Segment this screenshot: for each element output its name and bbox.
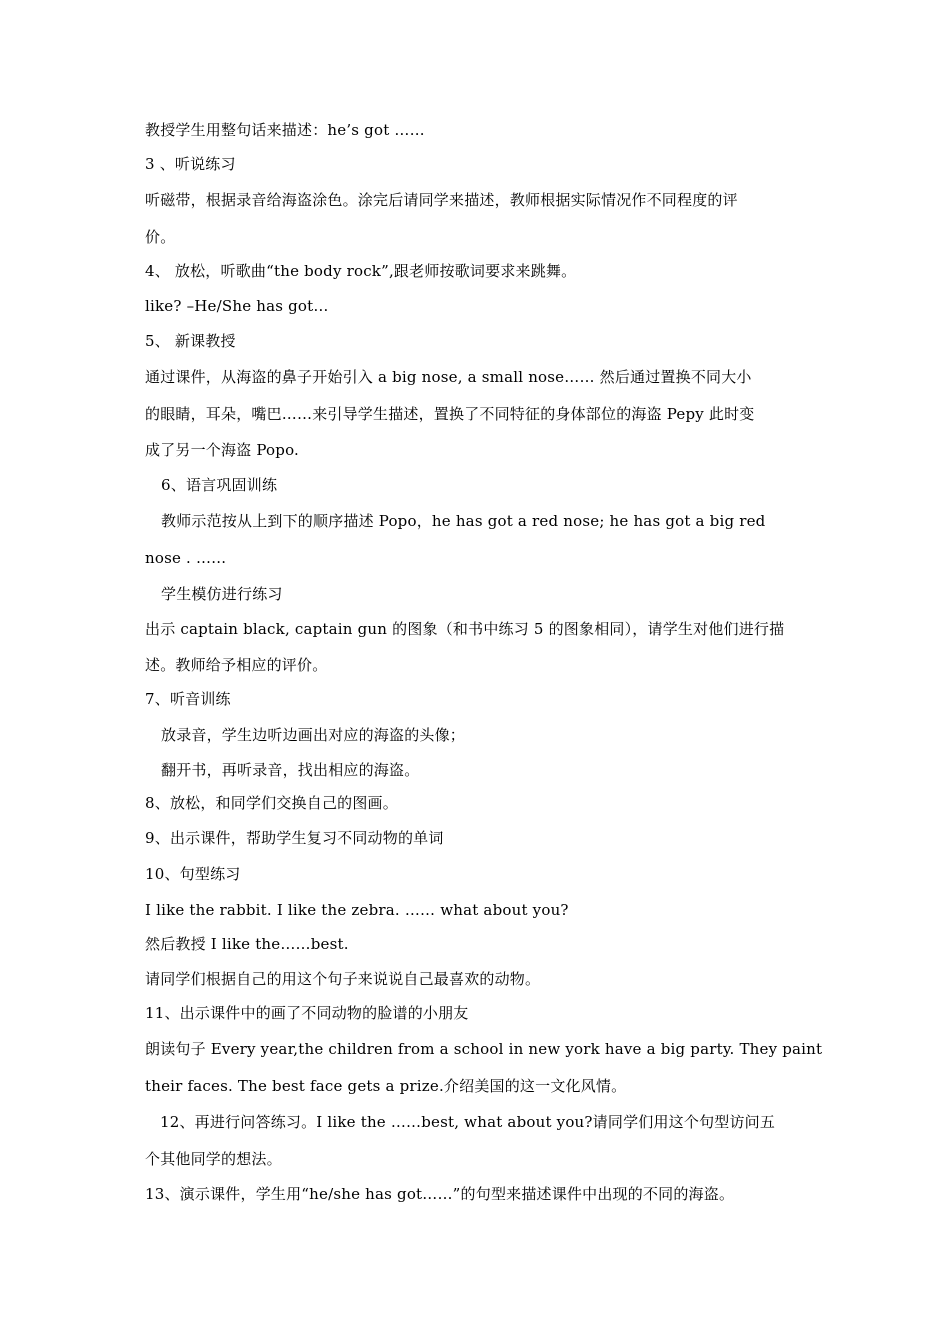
text-line-8: 通过课件，从海盗的鼻子开始引入 a big nose, a small nose…… 然后通过置换不同大小 bbox=[145, 368, 752, 386]
text-line-19: 翻开书，再听录音，找出相应的海盗。 bbox=[161, 761, 420, 779]
text-line-10: 成了另一个海盗 Popo. bbox=[145, 441, 300, 459]
text-line-3: 听磁带，根据录音给海盗涂色。涂完后请同学来描述，教师根据实际情况作不同程度的评 bbox=[145, 191, 738, 209]
section-heading-13: 13、演示课件，学生用“he/she has got……”的句型来描述课件中出现的不同的海盗。 bbox=[145, 1185, 735, 1203]
text-line-16: 述。教师给予相应的评价。 bbox=[145, 656, 328, 674]
text-line-4: 价。 bbox=[145, 228, 176, 246]
text-line-27: 朗读句子 Every year,the children from a school in new york have a big party. They paint bbox=[145, 1040, 823, 1058]
section-heading-3: 3 、听说练习 bbox=[145, 155, 236, 173]
text-line-28: their faces. The best face gets a prize.介绍美国的这一文化风情。 bbox=[145, 1077, 627, 1095]
text-line-6: like? –He/She has got… bbox=[145, 297, 329, 315]
text-line-25: 请同学们根据自己的用这个句子来说说自己最喜欢的动物。 bbox=[145, 970, 541, 988]
section-heading-4: 4、 放松，听歌曲“the body rock”,跟老师按歌词要求来跳舞。 bbox=[145, 262, 577, 280]
section-heading-6: 6、语言巩固训练 bbox=[161, 476, 278, 494]
text-line-13: nose . …… bbox=[145, 549, 227, 567]
text-line-18: 放录音，学生边听边画出对应的海盗的头像； bbox=[161, 726, 466, 744]
section-heading-8: 8、放松，和同学们交换自己的图画。 bbox=[145, 794, 398, 812]
text-line-23: I like the rabbit. I like the zebra. …… what about you? bbox=[145, 901, 569, 919]
section-heading-11: 11、出示课件中的画了不同动物的脸谱的小朋友 bbox=[145, 1004, 469, 1022]
text-line-1: 教授学生用整句话来描述：he’s got …… bbox=[145, 121, 425, 139]
section-heading-9: 9、出示课件，帮助学生复习不同动物的单词 bbox=[145, 829, 444, 847]
text-line-9: 的眼睛，耳朵，嘴巴……来引导学生描述，置换了不同特征的身体部位的海盗 Pepy 此时变 bbox=[145, 405, 755, 423]
text-line-24: 然后教授 I like the……best. bbox=[145, 935, 349, 953]
text-line-12: 教师示范按从上到下的顺序描述 Popo，he has got a red nose; he has got a big red bbox=[161, 512, 766, 530]
text-line-30: 个其他同学的想法。 bbox=[145, 1150, 282, 1168]
section-heading-10: 10、句型练习 bbox=[145, 865, 241, 883]
text-line-15: 出示 captain black, captain gun 的图象（和书中练习 5 的图象相同），请学生对他们进行描 bbox=[145, 620, 785, 638]
section-heading-12: 12、再进行问答练习。I like the ……best, what about you?请同学们用这个句型访问五 bbox=[160, 1113, 776, 1131]
text-line-14: 学生模仿进行练习 bbox=[161, 585, 283, 603]
section-heading-5: 5、 新课教授 bbox=[145, 332, 236, 350]
section-heading-7: 7、听音训练 bbox=[145, 690, 231, 708]
